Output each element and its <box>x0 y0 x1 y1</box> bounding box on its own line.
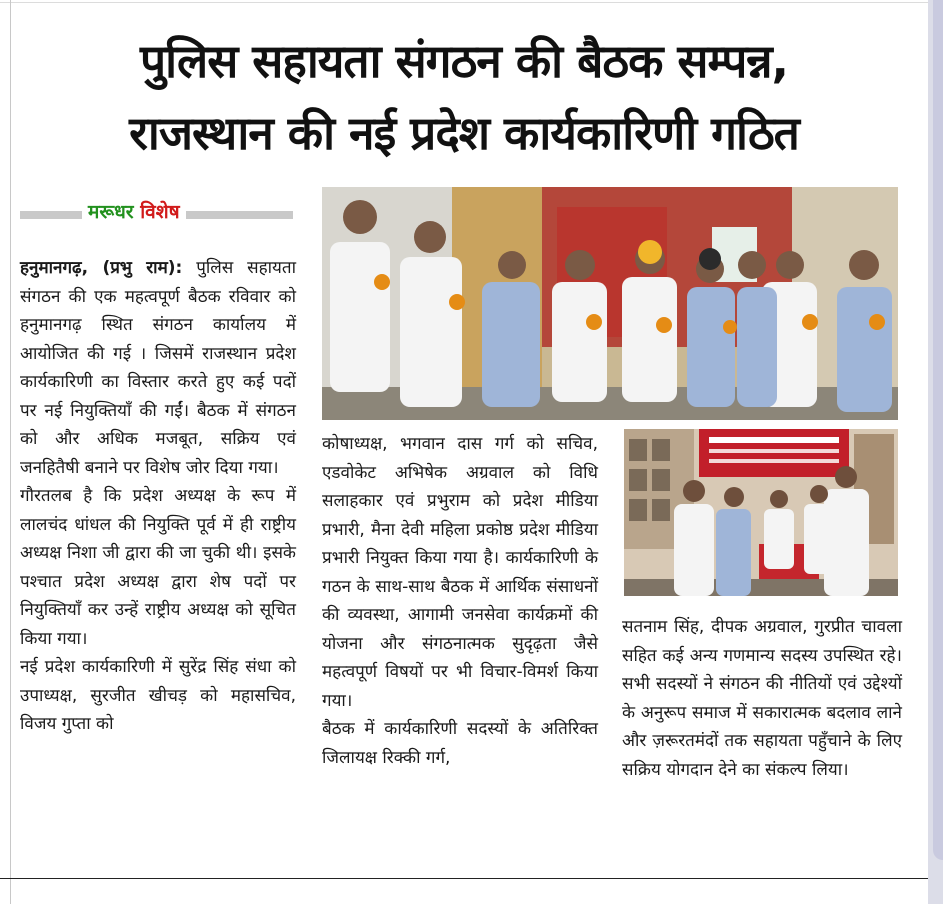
article-paragraph: बैठक में कार्यकारिणी सदस्यों के अतिरिक्त जिलायक्ष रिक्की गर्ग, <box>322 719 598 768</box>
section-label-text <box>82 198 186 226</box>
article-paragraph <box>20 254 296 482</box>
article-paragraph: नई प्रदेश कार्यकारिणी में सुरेंद्र सिंह संधा को उपाध्यक्ष, सुरजीत खीचड़ को महासचिव, विजय गुप्ता को <box>20 657 296 734</box>
top-rule <box>0 2 928 3</box>
article-paragraph: कोषाध्यक्ष, भगवान दास गर्ग को सचिव, एडवोकेट अभिषेक अग्रवाल को विधि सलाहकार एवं प्रभुराम को प्रदेश मीडिया प्रभारी, मैना देवी महिला प्रकोष्ठ प्रदेश मीडिया प्रभारी नियुक्त किया गया है। कार्यकारिणी के गठन के साथ-साथ बैठक में आर्थिक संसाधनों की व्यवस्था, आगामी जनसेवा कार्यक्रमों की योजना और संगठनात्मक सुदृढ़ता जैसे महत्वपूर्ण विषयों पर भी विचार-विमर्श किया गया। <box>322 434 598 711</box>
article-column-1 <box>20 254 296 739</box>
office-photo-icon <box>624 429 898 596</box>
headline-line-2: राजस्थान की नई प्रदेश कार्यकारिणी गठित <box>129 106 799 160</box>
section-label-part1: मरूधर <box>88 201 134 223</box>
dateline: हनुमानगढ़, (प्रभु राम): <box>20 258 183 278</box>
bottom-rule <box>0 878 928 879</box>
article-paragraph: सतनाम सिंह, दीपक अग्रवाल, गुरप्रीत चावला सहित कई अन्य गणमान्य सदस्य उपस्थित रहे। सभी सदस्यों ने संगठन की नीतियों एवं उद्देश्यों के अनुरूप समाज में सकारात्मक बदलाव लाने और ज़रूरतमंदों तक सहायता पहुँचाने के लिए सक्रिय योगदान देने का संकल्प लिया। <box>622 617 902 780</box>
article-paragraph: गौरतलब है कि प्रदेश अध्यक्ष के रूप में लालचंद धांधल की नियुक्ति पूर्व में ही राष्ट्रीय अध्यक्ष निशा जी द्वारा की जा चुकी थी। इसके पश्चात प्रदेश अध्यक्ष द्वारा शेष पदों पर नियुक्तियाँ कर उन्हें राष्ट्रीय अध्यक्ष को सूचित किया गया। <box>20 486 296 649</box>
office-photo <box>624 429 898 596</box>
page-edge <box>928 0 943 904</box>
group-photo <box>322 187 898 420</box>
page-edge-accent <box>933 0 943 860</box>
section-label <box>20 201 293 223</box>
section-label-part2: विशेष <box>140 201 180 223</box>
paragraph-text: पुलिस सहायता संगठन की एक महत्वपूर्ण बैठक रविवार को हनुमानगढ़ स्थित संगठन कार्यालय में आयोजित की गई । जिसमें राजस्थान प्रदेश कार्यकारिणी का विस्तार करते हुए कई पदों पर नई नियुक्तियाँ की गईं। बैठक में संगठन को और अधिक मजबूत, सक्रिय एवं जनहितैषी बनाने पर विशेष जोर दिया गया। <box>20 258 297 478</box>
article-column-2 <box>322 430 598 772</box>
group-photo-icon <box>322 187 898 420</box>
article-column-3 <box>622 613 902 784</box>
headline-line-1: पुलिस सहायता संगठन की बैठक सम्पन्न, <box>139 34 789 88</box>
